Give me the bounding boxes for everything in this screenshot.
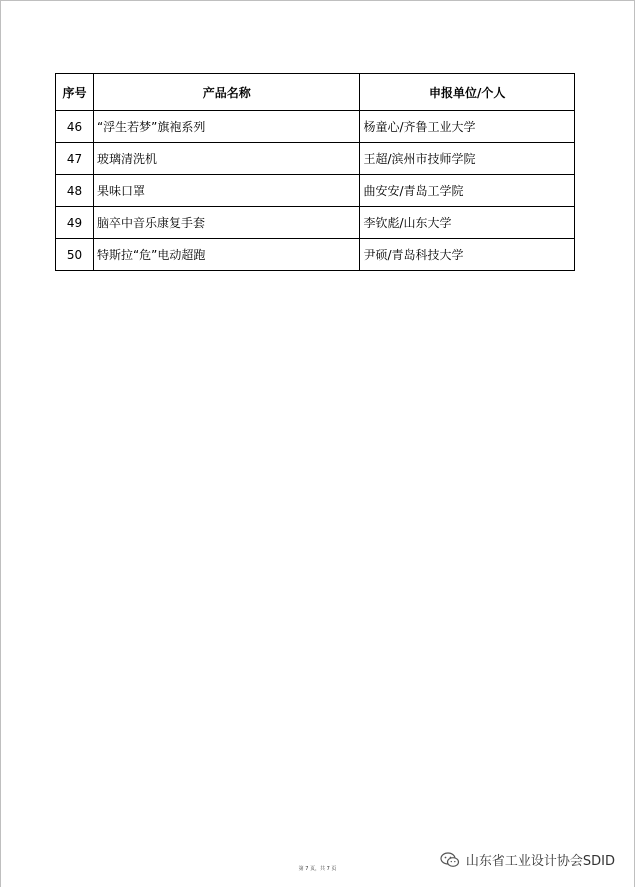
- page-footer: 第 7 页，共 7 页: [298, 866, 337, 872]
- row-product-name: 脑卒中音乐康复手套: [93, 207, 359, 239]
- row-number: 49: [56, 207, 94, 239]
- table-row: [56, 111, 575, 143]
- row-number: 48: [56, 175, 94, 207]
- header-applicant: 申报单位/个人: [360, 74, 575, 111]
- wechat-icon: [440, 852, 460, 868]
- row-product-name: 玻璃清洗机: [93, 143, 359, 175]
- row-applicant: 杨童心/齐鲁工业大学: [360, 111, 575, 143]
- award-table: [55, 73, 575, 271]
- table-row: [56, 207, 575, 239]
- watermark: [440, 850, 615, 869]
- row-applicant: 李钦彪/山东大学: [360, 207, 575, 239]
- header-product-name: 产品名称: [93, 74, 359, 111]
- row-product-name: 特斯拉“危”电动超跑: [93, 239, 359, 271]
- row-applicant: 王超/滨州市技师学院: [360, 143, 575, 175]
- row-applicant: 曲安安/青岛工学院: [360, 175, 575, 207]
- header-number: 序号: [56, 74, 94, 111]
- row-product-name: 果味口罩: [93, 175, 359, 207]
- row-applicant: 尹硕/青岛科技大学: [360, 239, 575, 271]
- watermark-text: 山东省工业设计协会SDID: [465, 854, 615, 869]
- table-row: [56, 143, 575, 175]
- row-number: 50: [56, 239, 94, 271]
- table-header-row: [56, 74, 575, 111]
- row-number: 47: [56, 143, 94, 175]
- table-row: [56, 239, 575, 271]
- row-number: 46: [56, 111, 94, 143]
- row-product-name: “浮生若梦”旗袍系列: [93, 111, 359, 143]
- table-row: [56, 175, 575, 207]
